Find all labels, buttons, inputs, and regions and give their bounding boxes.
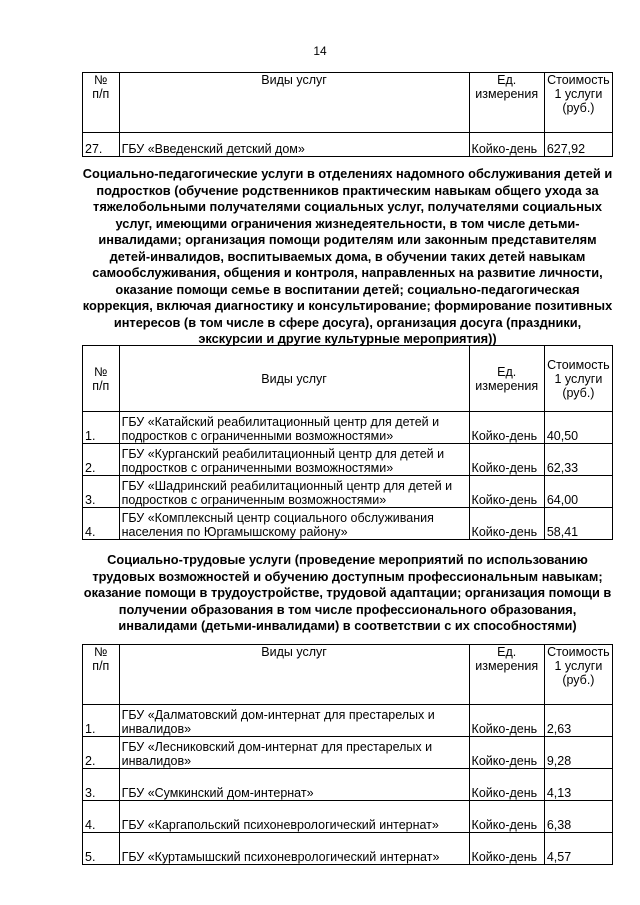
row-unit: Койко-день — [469, 801, 544, 833]
row-cost: 627,92 — [544, 133, 612, 157]
col-num-header: № п/п — [83, 346, 120, 412]
row-cost: 64,00 — [544, 476, 612, 508]
table-row — [83, 833, 613, 865]
row-service: ГБУ «Катайский реабилитационный центр для детей и подростков с ограниченными возможностями» — [119, 412, 469, 444]
row-cost: 4,13 — [544, 769, 612, 801]
row-num: 1. — [83, 412, 120, 444]
row-unit: Койко-день — [469, 412, 544, 444]
row-cost: 40,50 — [544, 412, 612, 444]
row-service: ГБУ «Лесниковский дом-интернат для престарелых и инвалидов» — [119, 737, 469, 769]
col-unit-header: Ед. измерения — [469, 346, 544, 412]
table-header-row — [83, 645, 613, 705]
row-service: ГБУ «Каргапольский психоневрологический интернат» — [119, 801, 469, 833]
row-num: 27. — [83, 133, 120, 157]
page-number: 14 — [313, 44, 327, 58]
col-cost-header: Стоимость 1 услуги (руб.) — [544, 73, 612, 133]
services-table-2 — [82, 345, 613, 540]
services-table-1 — [82, 72, 613, 157]
row-num: 4. — [83, 801, 120, 833]
table-row — [83, 801, 613, 833]
row-unit: Койко-день — [469, 737, 544, 769]
table-row — [83, 133, 613, 157]
row-service: ГБУ «Шадринский реабилитационный центр для детей и подростков с ограниченным возможностями» — [119, 476, 469, 508]
row-service: ГБУ «Комплексный центр социального обслуживания населения по Юргамышскому району» — [119, 508, 469, 540]
row-num: 4. — [83, 508, 120, 540]
row-cost: 58,41 — [544, 508, 612, 540]
row-cost: 9,28 — [544, 737, 612, 769]
row-num: 3. — [83, 476, 120, 508]
row-num: 3. — [83, 769, 120, 801]
section-heading-social-pedagogical: Социально-педагогические услуги в отделениях надомного обслуживания детей и подростков (обучение родственников практическим навыкам общего ухода за тяжелобольными получателями социальных услуг, получателями социальных услуг, имеющими ограничения жизнедеятельности, в том числе детьми-инвалидами; организация помощи родителям или законным представителям детей-инвалидов, воспитываемых дома, в обучении таких детей навыкам самообслуживания, общения и контроля, направленных на развитие личности, оказание помощи семье в воспитании детей; социально-педагогическая коррекция, включая диагностику и консультирование; формирование позитивных интересов (в том числе в сфере досуга), организация досуга (праздники, экскурсии и другие культурные мероприятия)) — [82, 166, 613, 346]
row-unit: Койко-день — [469, 508, 544, 540]
col-unit-header: Ед. измерения — [469, 645, 544, 705]
row-cost: 2,63 — [544, 705, 612, 737]
section-heading-social-labor: Социально-трудовые услуги (проведение мероприятий по использованию трудовых возможностей и обучению доступным профессиональным навыкам; оказание помощи в трудоустройстве, трудовой адаптации; организация помощи в получении образования в том числе профессионального образования, инвалидами (детьми-инвалидами) в соответствии с их способностями) — [83, 552, 612, 633]
table-row — [83, 412, 613, 444]
row-unit: Койко-день — [469, 476, 544, 508]
table-row — [83, 705, 613, 737]
table-row — [83, 737, 613, 769]
row-service: ГБУ «Сумкинский дом-интернат» — [119, 769, 469, 801]
row-num: 5. — [83, 833, 120, 865]
row-unit: Койко-день — [469, 833, 544, 865]
row-cost: 6,38 — [544, 801, 612, 833]
row-num: 2. — [83, 737, 120, 769]
row-service: ГБУ «Курганский реабилитационный центр для детей и подростков с ограниченными возможностями» — [119, 444, 469, 476]
row-unit: Койко-день — [469, 769, 544, 801]
row-num: 1. — [83, 705, 120, 737]
col-cost-header: Стоимость 1 услуги (руб.) — [544, 645, 612, 705]
col-cost-header: Стоимость 1 услуги (руб.) — [544, 346, 612, 412]
row-cost: 4,57 — [544, 833, 612, 865]
table-row — [83, 769, 613, 801]
table-row — [83, 444, 613, 476]
services-table-3 — [82, 644, 613, 865]
table-row — [83, 476, 613, 508]
col-service-header: Виды услуг — [119, 645, 469, 705]
col-num-header: № п/п — [83, 645, 120, 705]
row-unit: Койко-день — [469, 444, 544, 476]
row-unit: Койко-день — [469, 133, 544, 157]
row-service: ГБУ «Далматовский дом-интернат для престарелых и инвалидов» — [119, 705, 469, 737]
row-unit: Койко-день — [469, 705, 544, 737]
col-service-header: Виды услуг — [119, 346, 469, 412]
table-header-row — [83, 73, 613, 133]
row-service: ГБУ «Введенский детский дом» — [119, 133, 469, 157]
row-num: 2. — [83, 444, 120, 476]
table-header-row — [83, 346, 613, 412]
row-cost: 62,33 — [544, 444, 612, 476]
col-unit-header: Ед. измерения — [469, 73, 544, 133]
row-service: ГБУ «Куртамышский психоневрологический интернат» — [119, 833, 469, 865]
table-row — [83, 508, 613, 540]
col-num-header: № п/п — [83, 73, 120, 133]
col-service-header: Виды услуг — [119, 73, 469, 133]
